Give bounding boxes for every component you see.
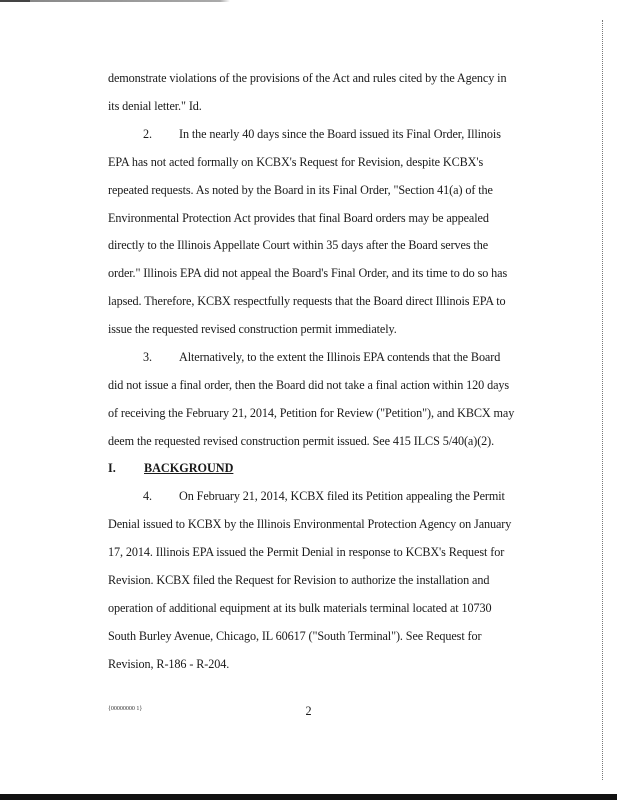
paragraph-3-line: did not issue a final order, then the Board did not take a final action within 120 days <box>108 378 510 392</box>
paragraph-3-first-line: Alternatively, to the extent the Illinois EPA contends that the Board <box>179 350 501 364</box>
section-title: BACKGROUND <box>144 461 234 475</box>
paragraph-4-line: 17, 2014. Illinois EPA issued the Permit Denial in response to KCBX's Request for <box>108 545 505 559</box>
paragraph-4-line: operation of additional equipment at its bulk materials terminal located at 10730 <box>108 601 492 615</box>
paragraph-2-line: order." Illinois EPA did not appeal the Board's Final Order, and its time to do so has <box>108 266 508 280</box>
paragraph-4-number: 4. <box>143 489 152 503</box>
paragraph-3-line: of receiving the February 21, 2014, Petition for Review ("Petition"), and KBCX may <box>108 406 515 420</box>
intro-line-2: its denial letter." Id. <box>108 99 202 113</box>
section-number: I. <box>108 461 116 475</box>
paragraph-4-line: Denial issued to KCBX by the Illinois Environmental Protection Agency on January <box>108 517 512 531</box>
paragraph-3-number: 3. <box>143 350 152 364</box>
paragraph-4-first-line: On February 21, 2014, KCBX filed its Petition appealing the Permit <box>179 489 505 503</box>
paragraph-3-line: deem the requested revised construction permit issued. See 415 ILCS 5/40(a)(2). <box>108 434 495 448</box>
document-id: {00000000 1} <box>108 706 143 712</box>
paragraph-2-first-line: In the nearly 40 days since the Board issued its Final Order, Illinois <box>179 127 501 141</box>
paragraph-4-line: Revision. KCBX filed the Request for Revision to authorize the installation and <box>108 573 490 587</box>
paragraph-4-line: Revision, R-186 - R-204. <box>108 657 230 671</box>
paragraph-2-line: repeated requests. As noted by the Board in its Final Order, "Section 41(a) of the <box>108 183 493 197</box>
paragraph-4-line: South Burley Avenue, Chicago, IL 60617 ("South Terminal"). See Request for <box>108 629 482 643</box>
paragraph-2-line: lapsed. Therefore, KCBX respectfully requests that the Board direct Illinois EPA to <box>108 294 506 308</box>
paragraph-2-line: issue the requested revised construction permit immediately. <box>108 322 397 336</box>
intro-line-1: demonstrate violations of the provisions of the Act and rules cited by the Agency in <box>108 71 507 85</box>
page-number: 2 <box>305 704 312 718</box>
scan-edge-right <box>601 20 603 780</box>
paragraph-2-line: directly to the Illinois Appellate Court within 35 days after the Board serves the <box>108 238 489 252</box>
scan-edge-bottom <box>0 794 617 800</box>
scan-edge-top <box>0 0 617 2</box>
paragraph-2-line: EPA has not acted formally on KCBX's Request for Revision, despite KCBX's <box>108 155 484 169</box>
paragraph-2-line: Environmental Protection Act provides that final Board orders may be appealed <box>108 211 489 225</box>
paragraph-2-number: 2. <box>143 127 152 141</box>
